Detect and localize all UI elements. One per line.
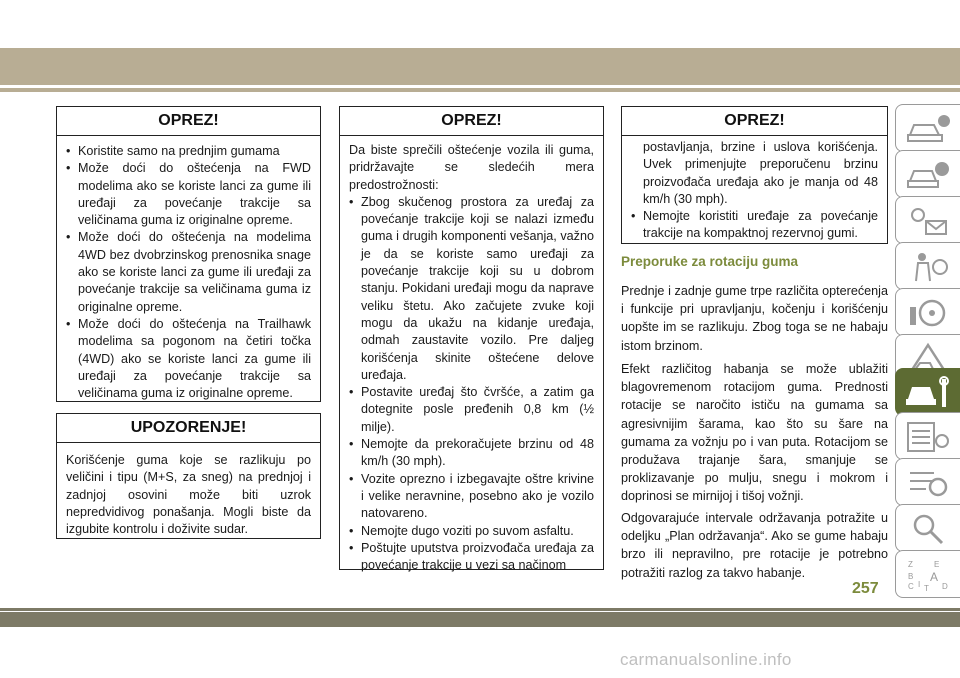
index-letter: E	[934, 560, 940, 569]
caution-title: OPREZ!	[622, 107, 887, 136]
list-item: • Može doći do oštećenja na modelima 4WD bez dvobrzinskog prenosnika snage ako se koriste lanci za gume ili uređaji za povećanje trakcije sa veličinama guma iz originalne opreme.	[66, 229, 311, 315]
footer-rule	[0, 608, 960, 611]
caution-box-3	[621, 106, 888, 244]
list-item: • Nemojte koristiti uređaje za povećanje trakcije na kompaktnoj rezervnoj gumi.	[631, 208, 878, 243]
list-item: • Nemojte dugo voziti po suvom asfaltu.	[349, 523, 594, 540]
car-wrench-icon	[904, 375, 952, 411]
tab-specs[interactable]	[895, 458, 960, 506]
index-letter: B	[908, 572, 914, 581]
header-band	[0, 48, 960, 85]
tab-search[interactable]	[895, 504, 960, 552]
watermark: carmanualsonline.info	[620, 650, 792, 669]
section-title: Preporuke za rotaciju guma	[621, 254, 799, 269]
caution-intro: Da biste sprečili oštećenje vozila ili guma, pridržavajte se sledećih mera predostrožnosti:	[349, 143, 594, 192]
index-letter: A	[930, 570, 939, 584]
list-item: • Koristite samo na prednjim gumama	[66, 143, 311, 160]
index-letter: C	[908, 582, 914, 591]
caution-title: OPREZ!	[57, 107, 320, 136]
paragraph: Odgovarajuće intervale održavanja potražite u odeljku „Plan održavanja“. Ako se gume habaju brzo ili nepravilno, pre rotacije je potrebno potražiti razlog za takvo habanje.	[621, 511, 888, 580]
page-number: 257	[852, 580, 879, 597]
list-item: • Postavite uređaj što čvršće, a zatim ga dotegnite posle pređenih 0,8 km (½ milje).	[349, 384, 594, 436]
seatbelt-airbag-icon	[904, 249, 952, 285]
index-letter: T	[924, 584, 929, 593]
car-warning-icon	[904, 157, 952, 193]
list-item: • Zbog skučenog prostora za uređaj za povećanje trakcije koji se nalazi između guma i drugih komponenti vešanja, važno je da se koriste samo uređaji za povećanje trakcije koji su u dobrom stanju. Pokidani uređaji mogu da naprave veliku štetu. Ako začujete zvuke koji mogu da ukažu na kidanje uređaja, odmah zaustavite vozilo. Pre daljeg korišćenja skinite oštećene delove uređaja.	[349, 194, 594, 384]
search-icon	[904, 511, 952, 547]
caution-list	[631, 208, 878, 243]
footer-band	[0, 612, 960, 627]
list-item: • Vozite oprezno i izbegavajte oštre krivine i velike neravnine, posebno ako je vozilo natovareno.	[349, 471, 594, 523]
index-letter: I	[918, 580, 921, 589]
paragraph: Prednje i zadnje gume trpe različita opterećenja i funkcije pri upravljanju, kočenju i korišćenju uopšte im se razlikuju. Zbog toga se ne habaju istom brzinom.	[621, 284, 888, 353]
list-item: • Nemojte da prekoračujete brzinu od 48 km/h (30 mph).	[349, 436, 594, 471]
caution-list	[66, 143, 311, 402]
index-letter: D	[942, 582, 948, 591]
alphabet-index-icon	[904, 557, 952, 593]
tab-alphabet-index[interactable]	[895, 550, 960, 598]
specs-icon	[904, 465, 952, 501]
header-rule	[0, 88, 960, 92]
steering-wheel-icon	[904, 295, 952, 331]
caution-continuation: postavljanja, brzine i uslova korišćenja. Uvek primenjujte preporučenu brzinu proizvođača uređaja ako je manja od 48 km/h (30 mph).	[643, 140, 878, 206]
caution-title: OPREZ!	[340, 107, 603, 136]
warning-box	[56, 413, 321, 539]
list-item: • Može doći do oštećenja na FWD modelima ako se koriste lanci za gume ili uređaji za povećanje trakcije sa veličinama guma iz originalne opreme.	[66, 160, 311, 229]
lights-message-icon	[904, 203, 952, 239]
car-info-icon	[904, 111, 952, 147]
tab-steering-wheel[interactable]	[895, 288, 960, 336]
list-item: • Poštujte uputstva proizvođača uređaja za povećanje trakcije u vezi sa načinom	[349, 540, 594, 575]
warning-text: Korišćenje guma koje se razlikuju po veličini i tipu (M+S, za sneg) na prednjoj i zadnjoj osovini može biti uzrok nepredvidivog ponašanja. Mogli biste da izgubite kontrolu i doživite sudar.	[66, 453, 311, 537]
paragraph: Efekt različitog habanja se može ublažiti blagovremenom rotacijom guma. Prednosti rotacije se naročito ističu na gumama sa agresivnijim šarama, kao što su šare na gumama za vožnju po i van puta. Rotacijom se produžava trajanje šara, smanjuje se proklizavanje po mulju, snegu i mokrom i doprinosi se mirnijoj i tišoj vožnji.	[621, 362, 888, 504]
tab-seatbelt-airbag[interactable]	[895, 242, 960, 290]
tab-car-warning[interactable]	[895, 150, 960, 198]
caution-list	[349, 194, 594, 575]
tab-car-wrench[interactable]	[895, 368, 960, 416]
tab-checklist[interactable]	[895, 412, 960, 460]
caution-box-1	[56, 106, 321, 402]
checklist-icon	[904, 419, 952, 455]
tab-lights-message[interactable]	[895, 196, 960, 244]
caution-box-2	[339, 106, 604, 573]
tab-car-info[interactable]	[895, 104, 960, 152]
list-item: • Može doći do oštećenja na Trailhawk modelima sa pogonom na četiri točka (4WD) ako se koriste lanci za gume ili uređaji za povećanje trakcije sa veličinama guma iz originalne opreme.	[66, 316, 311, 402]
warning-title: UPOZORENJE!	[57, 414, 320, 443]
index-letter: Z	[908, 560, 913, 569]
